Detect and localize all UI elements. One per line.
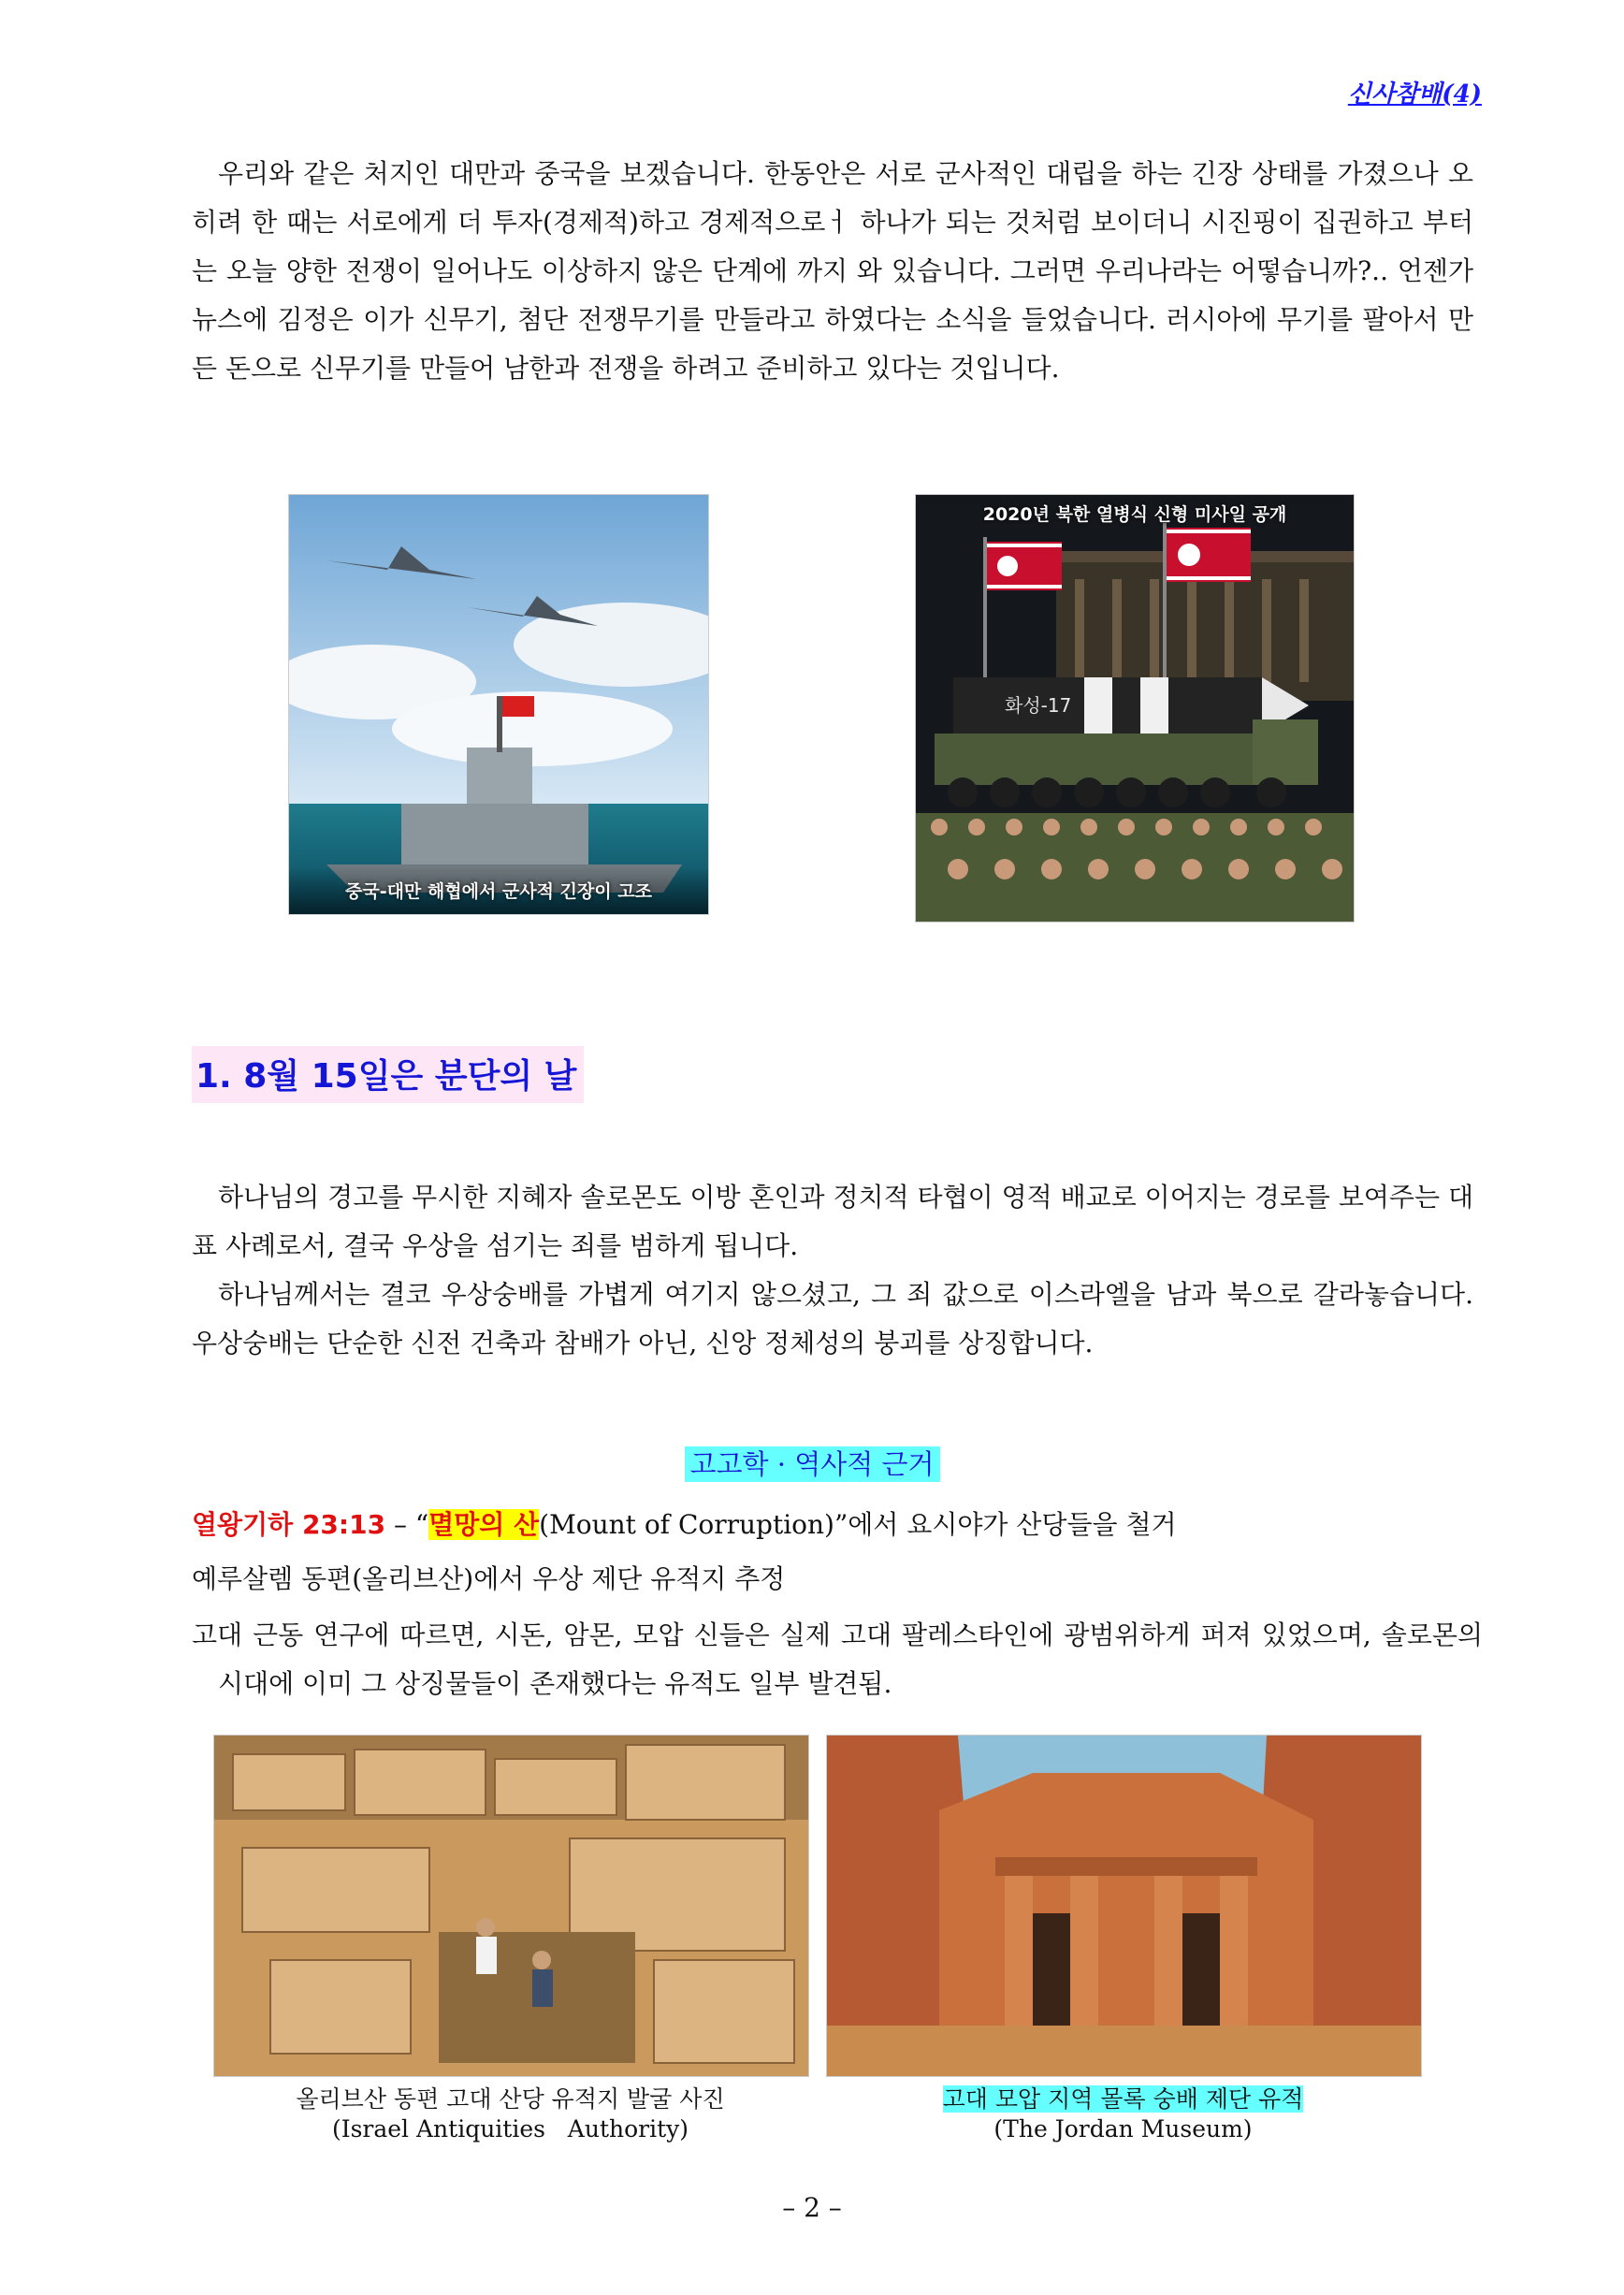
missile-parade-photo <box>915 494 1355 922</box>
taiwan-strait-photo <box>288 494 709 915</box>
missile-parade-illustration <box>916 495 1354 922</box>
verse-highlight: 멸망의 산 <box>428 1509 540 1540</box>
excavation-illustration <box>214 1736 808 2076</box>
section-paragraph-1: 하나님의 경고를 무시한 지혜자 솔로몬도 이방 혼인과 정치적 타협이 영적 배교로 이어지는 경로를 보여주는 대표 사례로서, 결국 우상을 섬기는 죄를 범하게 됩니다. <box>192 1182 1473 1261</box>
moab-ruins-photo <box>826 1735 1422 2077</box>
excavation-photo <box>213 1735 809 2077</box>
section-paragraph-2: 하나님께서는 결코 우상숭배를 가볍게 여기지 않으셨고, 그 죄 값으로 이스라엘을 남과 북으로 갈라놓습니다. 우상숭배는 단순한 신전 건축과 참배가 아닌, 신앙 정체성의 붕괴를 상징합니다. <box>192 1279 1473 1358</box>
evidence-line-2: 예루살렘 동편(올리브산)에서 우상 제단 유적지 추정 <box>192 1563 786 1594</box>
missile-parade-caption: 2020년 북한 열병식 신형 미사일 공개 <box>982 504 1287 525</box>
moab-ruins-illustration <box>827 1736 1421 2076</box>
verse-line: 열왕기하 23:13 – “멸망의 산(Mount of Corruption)”에서 요시야가 산당들을 철거 <box>192 1509 1177 1540</box>
taiwan-strait-caption: 중국-대만 해협에서 군사적 긴장이 고조 <box>289 866 708 914</box>
missile-label: 화성-17 <box>1005 694 1072 717</box>
moab-ruins-caption: 고대 모압 지역 몰록 숭배 제단 유적 (The Jordan Museum) <box>942 2085 1304 2142</box>
section-heading: 1. 8월 15일은 분단의 날 <box>192 1046 584 1103</box>
evidence-subheading: 고고학 · 역사적 근거 <box>0 1444 1624 1482</box>
intro-paragraph: 우리와 같은 처지인 대만과 중국을 보겠습니다. 한동안은 서로 군사적인 대립을 하는 긴장 상태를 가졌으나 오히려 한 때는 서로에게 더 투자(경제적)하고 경제적으로ㅓ 하나가 되는 것처럼 보이더니 시진핑이 집권하고 부터는 오늘 양한 전쟁이 일어나도 이상하지 않은 단계에 까지 와 있습니다. 그러면 우리나라는 어떻습니까?.. 언젠가 뉴스에 김정은 이가 신무기, 첨단 전쟁무기를 만들라고 하였다는 소식을 들었습니다. 러시아에 무기를 팔아서 만든 돈으로 신무기를 만들어 남한과 전쟁을 하려고 준비하고 있다는 것입니다. <box>192 158 1473 384</box>
evidence-line-3: 고대 근동 연구에 따르면, 시돈, 암몬, 모압 신들은 실제 고대 팔레스타인에 광범위하게 퍼져 있었으며, 솔로몬의 시대에 이미 그 상징물들이 존재했다는 유적도 일부 발견됨. <box>192 1620 1483 1699</box>
page-number: – 2 – <box>782 2192 842 2223</box>
excavation-caption: 올리브산 동편 고대 산당 유적지 발굴 사진 (Israel Antiquities Authority) <box>296 2085 725 2142</box>
series-mark: 신사참배(4) <box>1347 80 1482 109</box>
verse-reference: 열왕기하 23:13 <box>192 1509 386 1540</box>
warship-illustration <box>289 495 708 914</box>
